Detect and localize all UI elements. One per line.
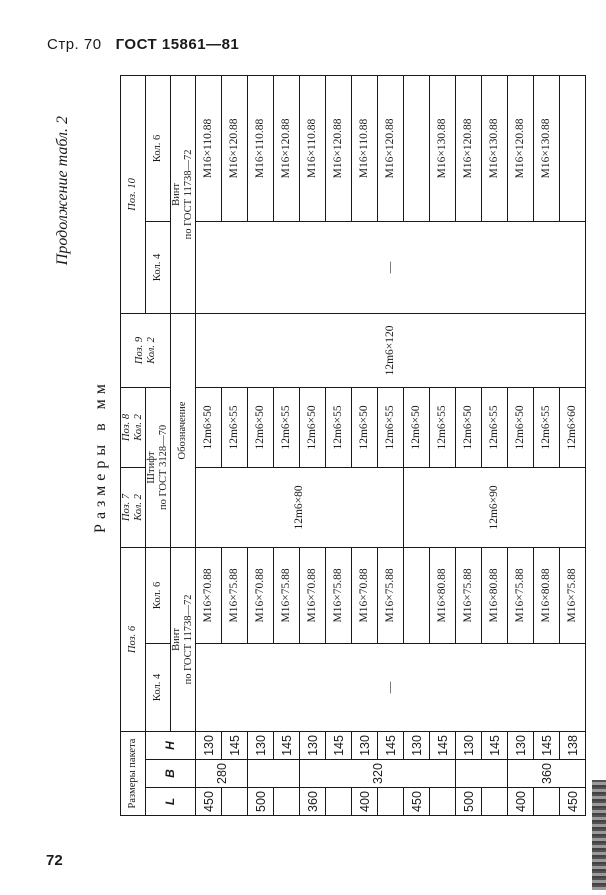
cell-pos6: M16×80.88	[534, 547, 560, 643]
pos9-header: Поз. 9 Кол. 2	[121, 313, 171, 387]
cell-pos6: M16×70.88	[248, 547, 274, 643]
cell-H: 130	[196, 731, 222, 759]
col-L: L	[146, 788, 196, 816]
cell-pos7: 12m6×80	[196, 467, 404, 547]
pos10-kol4: Кол. 4	[146, 221, 171, 313]
cell-L: 500	[248, 788, 274, 816]
pos10-header: Поз. 10	[121, 75, 146, 313]
cell-pos6: M16×75.88	[274, 547, 300, 643]
cell-H: 145	[430, 731, 456, 759]
scan-edge-artifact	[592, 780, 606, 890]
vint-header-6: Винт по ГОСТ 11738—72	[171, 547, 196, 731]
cell-pos8: 12m6×55	[430, 387, 456, 467]
col-B: B	[146, 760, 196, 788]
cell-pos6: M16×75.88	[508, 547, 534, 643]
cell-H: 130	[352, 731, 378, 759]
cell-pos10: M16×110.88	[352, 75, 378, 221]
table-title: Размеры в мм	[92, 379, 109, 533]
pos10-kol6: Кол. 6	[146, 75, 171, 221]
cell-pos10: M16×130.88	[482, 75, 508, 221]
cell-pos8: 12m6×50	[196, 387, 222, 467]
cell-pos6: M16×70.88	[352, 547, 378, 643]
cell-pos10: M16×110.88	[248, 75, 274, 221]
continuation-label: Продолжение табл. 2	[54, 116, 71, 266]
pos8-header: Поз. 8 Кол. 2	[121, 387, 146, 467]
cell-pos6: M16×80.88	[430, 547, 456, 643]
table-row	[196, 75, 222, 815]
cell-H: 138	[560, 731, 586, 759]
cell-L	[326, 788, 352, 816]
pos7-header: Поз. 7 Кол. 2	[121, 467, 146, 547]
cell-pos8: 12m6×50	[508, 387, 534, 467]
cell-pos6: M16×75.88	[456, 547, 482, 643]
cell-H: 145	[482, 731, 508, 759]
cell-H: 145	[274, 731, 300, 759]
page-number: 72	[46, 852, 63, 869]
cell-pos8: 12m6×55	[482, 387, 508, 467]
cell-pos8: 12m6×55	[378, 387, 404, 467]
cell-pos10: M16×110.88	[300, 75, 326, 221]
cell-B: 360	[508, 760, 586, 788]
cell-B	[456, 760, 508, 788]
shtift-header: Штифт по ГОСТ 3128—70	[146, 387, 171, 547]
cell-L	[274, 788, 300, 816]
cell-pos6	[404, 547, 430, 643]
standard-label: ГОСТ 15861—81	[115, 36, 240, 53]
cell-H: 145	[326, 731, 352, 759]
cell-pos6: M16×75.88	[222, 547, 248, 643]
cell-pos10: M16×120.88	[508, 75, 534, 221]
cell-B	[248, 760, 300, 788]
cell-pos8: 12m6×55	[534, 387, 560, 467]
page-label: Стр. 70	[47, 36, 102, 53]
cell-pos10: M16×130.88	[534, 75, 560, 221]
cell-pos8: 12m6×55	[222, 387, 248, 467]
dimensions-table	[120, 75, 586, 816]
cell-pos6: M16×70.88	[196, 547, 222, 643]
cell-pos10: M16×120.88	[326, 75, 352, 221]
rotated-table-block	[54, 96, 580, 816]
page-header	[47, 36, 239, 53]
cell-pos10: M16×120.88	[456, 75, 482, 221]
cell-pos10	[560, 75, 586, 221]
cell-L	[534, 788, 560, 816]
cell-L: 360	[300, 788, 326, 816]
cell-pos7: 12m6×90	[404, 467, 586, 547]
designation-header: Обозначение	[171, 313, 196, 547]
pos6-kol4: Кол. 4	[146, 643, 171, 731]
cell-pos10: M16×120.88	[378, 75, 404, 221]
cell-H: 145	[534, 731, 560, 759]
cell-L	[222, 788, 248, 816]
cell-L: 450	[196, 788, 222, 816]
cell-pos9: 12m6×120	[196, 313, 586, 387]
cell-pos6: M16×75.88	[326, 547, 352, 643]
cell-B: 320	[300, 760, 456, 788]
cell-pos6: M16×80.88	[482, 547, 508, 643]
cell-L: 400	[508, 788, 534, 816]
cell-L	[378, 788, 404, 816]
cell-H: 145	[222, 731, 248, 759]
cell-pos10	[404, 75, 430, 221]
cell-pos8: 12m6×50	[248, 387, 274, 467]
cell-pos10: M16×130.88	[430, 75, 456, 221]
cell-pos8: 12m6×55	[274, 387, 300, 467]
col-H: H	[146, 731, 196, 759]
vint-header-10: Винт по ГОСТ 11738—72	[171, 75, 196, 313]
cell-dash-pos6: —	[196, 643, 586, 731]
cell-pos10: M16×120.88	[222, 75, 248, 221]
cell-dash-pos10: —	[196, 221, 586, 313]
cell-pos10: M16×110.88	[196, 75, 222, 221]
cell-pos8: 12m6×50	[456, 387, 482, 467]
cell-pos6: M16×75.88	[378, 547, 404, 643]
cell-pos6: M16×75.88	[560, 547, 586, 643]
cell-H: 130	[300, 731, 326, 759]
cell-L: 500	[456, 788, 482, 816]
cell-pos8: 12m6×50	[404, 387, 430, 467]
cell-L	[430, 788, 456, 816]
pos6-header: Поз. 6	[121, 547, 146, 731]
pos6-kol6: Кол. 6	[146, 547, 171, 643]
packet-header: Размеры пакета	[121, 731, 146, 815]
cell-H: 130	[404, 731, 430, 759]
cell-H: 130	[456, 731, 482, 759]
cell-L: 400	[352, 788, 378, 816]
cell-L	[482, 788, 508, 816]
cell-H: 145	[378, 731, 404, 759]
cell-pos8: 12m6×60	[560, 387, 586, 467]
cell-H: 130	[508, 731, 534, 759]
cell-pos8: 12m6×50	[300, 387, 326, 467]
cell-pos10: M16×120.88	[274, 75, 300, 221]
cell-pos6: M16×70.88	[300, 547, 326, 643]
cell-L: 450	[560, 788, 586, 816]
cell-pos8: 12m6×50	[352, 387, 378, 467]
cell-L: 450	[404, 788, 430, 816]
cell-H: 130	[248, 731, 274, 759]
cell-B: 280	[196, 760, 248, 788]
cell-pos8: 12m6×55	[326, 387, 352, 467]
